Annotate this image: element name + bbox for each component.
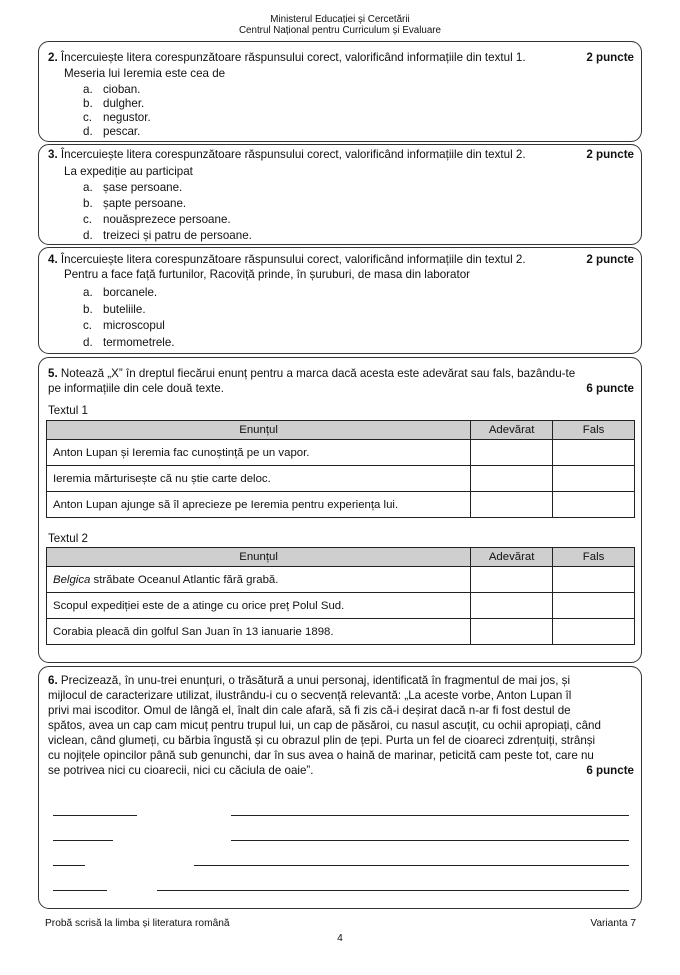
option-letter: a. (83, 286, 93, 299)
question-4-box (38, 247, 642, 354)
option-letter: d. (83, 336, 93, 349)
answer-line[interactable] (53, 890, 107, 891)
statement-cell: Ieremia mărturisește că nu știe carte deloc. (47, 466, 471, 492)
question-4-stem: Pentru a face față furtunilor, Racoviță prinde, în șuruburi, de masa din laborator (64, 268, 471, 281)
question-6-line: privi mai iscoditor. Omul de lângă el, înalt din cale afară, să fi zis că-i deșirat dacă n-ar fi fost destul de (48, 704, 571, 717)
false-answer-cell[interactable] (553, 466, 635, 492)
footer-variant: Varianta 7 (590, 918, 636, 929)
ship-name: Belgica (53, 573, 91, 586)
option-c[interactable] (83, 319, 165, 333)
option-letter: a. (83, 83, 93, 96)
false-answer-cell[interactable] (553, 492, 635, 518)
question-4-text (48, 253, 551, 267)
option-b[interactable] (83, 303, 146, 317)
option-text: negustor. (103, 111, 151, 124)
answer-line[interactable] (157, 890, 629, 891)
statement-cell: Anton Lupan ajunge să îl aprecieze pe Ieremia pentru experiența lui. (47, 492, 471, 518)
question-3-box (38, 144, 642, 245)
question-4-points: 2 puncte (586, 253, 634, 266)
header-ministry: Ministerul Educației și Cercetării (270, 14, 410, 25)
question-6-points: 6 puncte (586, 764, 634, 777)
question-3-text (48, 148, 551, 162)
table-row (47, 492, 635, 518)
table-header-row (47, 421, 635, 440)
option-a[interactable] (83, 181, 182, 195)
question-6-line: spătos, avea un cap cam micuț pentru trupul lui, un cap de păsăroi, cu nasul ascuțit, cu ochii apropiați, când (48, 719, 601, 732)
answer-line[interactable] (231, 840, 629, 841)
answer-line[interactable] (53, 840, 113, 841)
column-header-false: Fals (553, 548, 635, 567)
page-number: 4 (337, 933, 343, 944)
false-answer-cell[interactable] (553, 619, 635, 645)
table-row (47, 440, 635, 466)
answer-line[interactable] (53, 815, 137, 816)
statement-cell (47, 567, 471, 593)
statement-cell: Scopul expediției este de a atinge cu orice preț Polul Sud. (47, 593, 471, 619)
question-5-line1 (48, 367, 634, 381)
question-number: 4. (48, 253, 58, 266)
question-2-points: 2 puncte (586, 51, 634, 64)
option-c[interactable] (83, 111, 151, 125)
option-d[interactable] (83, 229, 252, 243)
footer-exam-title: Probă scrisă la limba și literatura română (45, 918, 230, 929)
question-number: 6. (48, 674, 58, 687)
question-3-points: 2 puncte (586, 148, 634, 161)
false-answer-cell[interactable] (553, 593, 635, 619)
answer-line[interactable] (194, 865, 629, 866)
text1-table (46, 420, 635, 518)
question-number: 5. (48, 367, 58, 380)
option-text: microscopul (103, 319, 165, 332)
option-text: treizeci și patru de persoane. (103, 229, 252, 242)
question-instruction: Încercuiește litera corespunzătoare răspunsului corect, valorificând informațiile din textul 1. (60, 51, 526, 64)
question-6-line: viclean, când glumeți, cu bărbia îngustă și cu obrazul plin de țepi. Purta un fel de cioareci zdrențuiți, strânși (48, 734, 596, 747)
question-5-points: 6 puncte (586, 382, 634, 395)
table-row (47, 619, 635, 645)
column-header-true: Adevărat (471, 548, 553, 567)
answer-line[interactable] (231, 815, 629, 816)
true-answer-cell[interactable] (471, 619, 553, 645)
answer-line[interactable] (53, 865, 85, 866)
question-number: 2. (48, 51, 58, 64)
option-a[interactable] (83, 286, 157, 300)
true-answer-cell[interactable] (471, 567, 553, 593)
false-answer-cell[interactable] (553, 440, 635, 466)
question-5-box (38, 357, 642, 663)
question-number: 3. (48, 148, 58, 161)
option-letter: b. (83, 97, 93, 110)
true-answer-cell[interactable] (471, 593, 553, 619)
option-letter: b. (83, 197, 93, 210)
true-answer-cell[interactable] (471, 466, 553, 492)
question-5-line2: pe informațiile din cele două texte. (48, 382, 224, 395)
option-text: șapte persoane. (103, 197, 187, 210)
false-answer-cell[interactable] (553, 567, 635, 593)
question-instruction: Precizează, în unu-trei enunțuri, o trăsătură a unui personaj, identificată în fragmentul de mai jos, și (60, 674, 571, 687)
question-6-line (48, 674, 634, 688)
option-text: termometrele. (103, 336, 175, 349)
column-header-true: Adevărat (471, 421, 553, 440)
option-d[interactable] (83, 125, 140, 139)
question-2-text (48, 51, 551, 65)
question-6-box (38, 666, 642, 909)
question-6-line: cu nojițele opincilor până sub genunchi, dar în sus avea o haină de marinar, peticită cam peste tot, care nu (48, 749, 594, 762)
question-instruction: Încercuiește litera corespunzătoare răspunsului corect, valorificând informațiile din textul 2. (60, 148, 526, 161)
statement-cell: Anton Lupan și Ieremia fac cunoștință pe un vapor. (47, 440, 471, 466)
question-6-line: mijlocul de caracterizare utilizat, ilustrându-i cu o secvență relevantă: „La aceste vorbe, Anton Lupan îl (48, 689, 572, 702)
question-3-stem: La expediție au participat (64, 165, 193, 178)
option-text: borcanele. (103, 286, 158, 299)
column-header-statement: Enunțul (47, 548, 471, 567)
true-answer-cell[interactable] (471, 440, 553, 466)
option-b[interactable] (83, 197, 186, 211)
option-letter: b. (83, 303, 93, 316)
option-letter: d. (83, 125, 93, 138)
true-answer-cell[interactable] (471, 492, 553, 518)
question-2-box (38, 41, 642, 142)
option-text: dulgher. (103, 97, 145, 110)
option-letter: c. (83, 319, 93, 332)
option-c[interactable] (83, 213, 231, 227)
table-row (47, 567, 635, 593)
question-instruction: Notează „X” în dreptul fiecărui enunț pentru a marca dacă acesta este adevărat sau fals, bazându-te (60, 367, 576, 380)
option-text: nouăsprezece persoane. (103, 213, 231, 226)
question-6-line: se potrivea nici cu cioarecii, nici cu căciula de oaie”. (48, 764, 314, 777)
table-row (47, 466, 635, 492)
option-text: buteliile. (103, 303, 146, 316)
column-header-statement: Enunțul (47, 421, 471, 440)
statement-rest: străbate Oceanul Atlantic fără grabă. (90, 573, 279, 586)
option-text: cioban. (103, 83, 141, 96)
question-2-stem: Meseria lui Ieremia este cea de (64, 67, 226, 80)
option-text: pescar. (103, 125, 141, 138)
option-letter: c. (83, 111, 93, 124)
option-letter: a. (83, 181, 93, 194)
option-text: șase persoane. (103, 181, 183, 194)
text1-label: Textul 1 (48, 404, 88, 417)
option-a[interactable] (83, 83, 140, 97)
statement-cell: Corabia pleacă din golful San Juan în 13 ianuarie 1898. (47, 619, 471, 645)
text2-label: Textul 2 (48, 532, 88, 545)
question-instruction: Încercuiește litera corespunzătoare răspunsului corect, valorificând informațiile din textul 2. (60, 253, 526, 266)
option-d[interactable] (83, 336, 175, 350)
column-header-false: Fals (553, 421, 635, 440)
header-center: Centrul Național pentru Curriculum și Evaluare (238, 25, 441, 36)
table-header-row (47, 548, 635, 567)
text2-table (46, 547, 635, 645)
option-letter: d. (83, 229, 93, 242)
option-letter: c. (83, 213, 93, 226)
table-row (47, 593, 635, 619)
option-b[interactable] (83, 97, 144, 111)
